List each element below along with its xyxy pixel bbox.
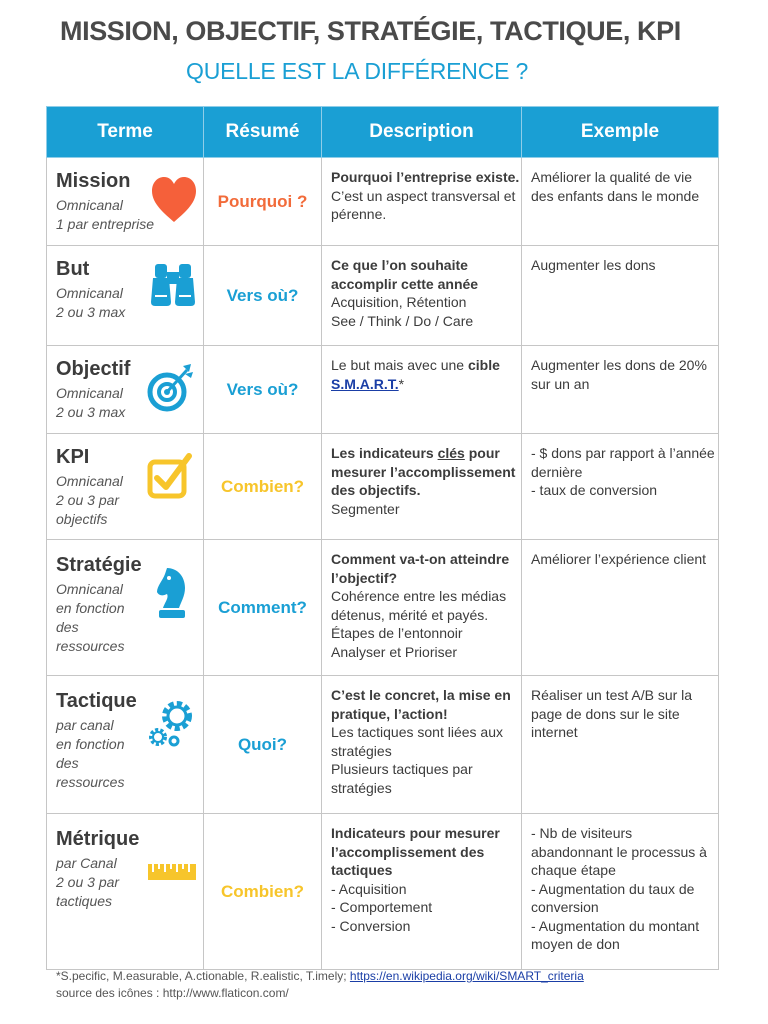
term-sub-line: 2 ou 3 par bbox=[56, 874, 120, 890]
resume-cell bbox=[204, 246, 322, 346]
example-line: - Nb de visiteurs bbox=[531, 825, 633, 841]
term-sub bbox=[56, 384, 152, 422]
description-line: See / Think / Do / Care bbox=[331, 312, 474, 329]
term-sub-line: ressources bbox=[56, 774, 125, 790]
icon-source-credit: source des icônes : http://www.flaticon.com/ bbox=[56, 986, 289, 1000]
example-line: internet bbox=[531, 724, 578, 740]
term-sub-line: des bbox=[56, 755, 79, 771]
footnote-marker: * bbox=[398, 375, 405, 392]
example-line: Réaliser un test A/B sur la bbox=[531, 687, 693, 703]
description-text: Les indicateurs bbox=[331, 445, 438, 461]
resume-cell bbox=[204, 158, 322, 246]
table-row-metrique bbox=[47, 814, 719, 970]
term-sub-line: Omnicanal bbox=[56, 473, 123, 489]
example-line: Augmenter les dons bbox=[531, 257, 656, 273]
description-line: Analyser et Prioriser bbox=[331, 643, 458, 660]
description-text-underlined: clés bbox=[437, 445, 465, 461]
description-line: Segmenter bbox=[331, 500, 400, 517]
ruler-icon bbox=[147, 860, 197, 882]
description-line bbox=[331, 444, 513, 463]
term-name: Objectif bbox=[56, 358, 131, 380]
resume-label: Vers où? bbox=[226, 379, 299, 399]
description-line: - Conversion bbox=[331, 917, 411, 934]
example-line: - taux de conversion bbox=[531, 482, 658, 498]
column-header-exemple: Exemple bbox=[522, 107, 719, 158]
table-row-mission bbox=[47, 158, 719, 246]
description-line: l’accomplissement des bbox=[331, 843, 485, 860]
example-line: page de dons sur le site bbox=[531, 705, 680, 722]
term-sub-line: des bbox=[56, 619, 79, 635]
example-line: des enfants dans le monde bbox=[531, 187, 700, 204]
term-name: Stratégie bbox=[56, 554, 142, 576]
term-cell bbox=[47, 814, 204, 970]
term-sub-line: par canal bbox=[56, 717, 114, 733]
description-line: - Comportement bbox=[331, 899, 433, 915]
description-line: Acquisition, Rétention bbox=[331, 294, 467, 310]
term-name: Tactique bbox=[56, 690, 137, 712]
table-row-strategie bbox=[47, 540, 719, 676]
description-line: l’objectif? bbox=[331, 569, 398, 586]
resume-label: Vers où? bbox=[226, 285, 299, 305]
example-cell bbox=[522, 158, 719, 246]
resume-cell bbox=[204, 540, 322, 676]
footer bbox=[56, 968, 584, 1002]
example-line: Augmenter les dons de 20% bbox=[531, 357, 707, 373]
target-icon bbox=[147, 362, 195, 412]
example-line: Améliorer l’expérience client bbox=[531, 551, 707, 567]
description-cell bbox=[322, 346, 522, 434]
description-cell bbox=[322, 246, 522, 346]
example-cell bbox=[522, 246, 719, 346]
example-cell bbox=[522, 346, 719, 434]
heart-icon bbox=[151, 176, 197, 224]
term-sub-line: 2 ou 3 max bbox=[56, 304, 126, 320]
smart-link[interactable]: S.M.A.R.T. bbox=[331, 375, 399, 392]
description-line: Comment va-t-on atteindre bbox=[331, 551, 510, 567]
term-sub-line: 2 ou 3 max bbox=[56, 404, 126, 420]
description-line: pérenne. bbox=[331, 206, 387, 222]
description-line: C’est un aspect transversal et bbox=[331, 187, 516, 204]
example-line: conversion bbox=[531, 899, 599, 915]
resume-cell bbox=[204, 676, 322, 814]
table-row-but bbox=[47, 246, 719, 346]
description-text-bold: cible bbox=[467, 357, 500, 373]
term-name: Mission bbox=[56, 170, 131, 192]
term-sub-line: 1 par entreprise bbox=[56, 216, 155, 232]
term-sub-line: par Canal bbox=[56, 855, 117, 871]
example-cell bbox=[522, 434, 719, 540]
example-cell bbox=[522, 814, 719, 970]
resume-label: Combien? bbox=[220, 881, 305, 901]
term-sub-line: Omnicanal bbox=[56, 385, 123, 401]
term-sub bbox=[56, 716, 152, 792]
resume-cell bbox=[204, 814, 322, 970]
description-line: Indicateurs pour mesurer bbox=[331, 825, 500, 841]
term-sub bbox=[56, 854, 152, 911]
term-sub-line: ressources bbox=[56, 638, 125, 654]
description-line: mesurer l’accomplissement bbox=[331, 463, 516, 480]
description-line: Ce que l’on souhaite bbox=[331, 257, 468, 273]
description-line: détenus, mérité et payés. bbox=[331, 606, 489, 623]
term-sub bbox=[56, 284, 152, 322]
resume-label: Pourquoi ? bbox=[217, 191, 308, 211]
term-cell bbox=[47, 158, 204, 246]
description-cell bbox=[322, 158, 522, 246]
description-line: Étapes de l’entonnoir bbox=[331, 625, 463, 641]
term-sub-line: Omnicanal bbox=[56, 581, 123, 597]
term-sub-line: 2 ou 3 par bbox=[56, 492, 120, 508]
example-line: - Augmentation du taux de bbox=[531, 880, 695, 897]
description-line: Cohérence entre les médias bbox=[331, 588, 507, 604]
description-line: - Acquisition bbox=[331, 880, 407, 897]
term-sub-line: en fonction bbox=[56, 736, 125, 752]
gears-icon bbox=[147, 696, 197, 752]
term-sub bbox=[56, 196, 155, 234]
description-line: pratique, l’action! bbox=[331, 705, 448, 722]
resume-label: Quoi? bbox=[237, 734, 288, 754]
example-line: moyen de don bbox=[531, 936, 620, 952]
term-sub bbox=[56, 472, 152, 529]
example-line: - Augmentation du montant bbox=[531, 917, 700, 934]
resume-cell bbox=[204, 434, 322, 540]
description-line: stratégies bbox=[331, 779, 392, 796]
term-cell bbox=[47, 434, 204, 540]
resume-label: Comment? bbox=[218, 597, 307, 617]
description-text: pour bbox=[464, 445, 500, 461]
resume-label: Combien? bbox=[220, 476, 305, 496]
term-cell bbox=[47, 540, 204, 676]
page-subtitle: QUELLE EST LA DIFFÉRENCE ? bbox=[186, 58, 529, 84]
table-row-tactique bbox=[47, 676, 719, 814]
example-line: Améliorer la qualité de vie bbox=[531, 169, 693, 185]
example-line: sur un an bbox=[531, 375, 590, 392]
term-cell bbox=[47, 346, 204, 434]
description-line: Les tactiques sont liées aux bbox=[331, 724, 503, 740]
description-text: Le but mais avec une bbox=[331, 357, 468, 373]
term-name: KPI bbox=[56, 446, 90, 468]
example-line: abandonnant le processus à bbox=[531, 843, 707, 860]
footnote-text: *S.pecific, M.easurable, A.ctionable, R.ealistic, T.imely; bbox=[56, 969, 350, 983]
column-header-description: Description bbox=[322, 107, 522, 158]
resume-cell bbox=[204, 346, 322, 434]
description-line: stratégies bbox=[331, 742, 392, 759]
description-line bbox=[331, 356, 513, 375]
term-sub-line: Omnicanal bbox=[56, 197, 123, 213]
page-title: MISSION, OBJECTIF, STRATÉGIE, TACTIQUE, KPI bbox=[60, 16, 681, 46]
example-cell bbox=[522, 540, 719, 676]
example-line: dernière bbox=[531, 463, 583, 480]
footnote-line bbox=[56, 968, 584, 985]
term-sub-line: tactiques bbox=[56, 893, 113, 909]
term-cell bbox=[47, 246, 204, 346]
description-line: accomplir cette année bbox=[331, 275, 479, 292]
chess-knight-icon bbox=[155, 566, 189, 620]
term-name: Métrique bbox=[56, 828, 140, 850]
term-name: But bbox=[56, 258, 90, 280]
description-line: tactiques bbox=[331, 862, 393, 878]
description-line: des objectifs. bbox=[331, 482, 421, 498]
binoculars-icon bbox=[149, 262, 197, 308]
term-sub-line: en fonction bbox=[56, 600, 125, 616]
description-line: Plusieurs tactiques par bbox=[331, 761, 473, 777]
term-sub bbox=[56, 580, 152, 656]
term-sub-line: objectifs bbox=[56, 511, 108, 527]
checkbox-icon bbox=[147, 452, 193, 502]
example-line: chaque étape bbox=[531, 862, 616, 878]
term-cell bbox=[47, 676, 204, 814]
example-cell bbox=[522, 676, 719, 814]
comparison-table bbox=[46, 106, 719, 970]
description-cell bbox=[322, 814, 522, 970]
column-header-terme: Terme bbox=[47, 107, 204, 158]
example-line: - $ dons par rapport à l’année bbox=[531, 445, 715, 461]
smart-criteria-link[interactable]: https://en.wikipedia.org/wiki/SMART_criteria bbox=[349, 969, 584, 983]
description-line: C’est le concret, la mise en bbox=[331, 687, 511, 703]
description-cell bbox=[322, 434, 522, 540]
description-cell bbox=[322, 676, 522, 814]
table-header-row bbox=[47, 107, 719, 158]
term-sub-line: Omnicanal bbox=[56, 285, 123, 301]
table-row-objectif bbox=[47, 346, 719, 434]
description-cell bbox=[322, 540, 522, 676]
description-line: Pourquoi l’entreprise existe. bbox=[331, 169, 520, 185]
table-row-kpi bbox=[47, 434, 719, 540]
column-header-resume: Résumé bbox=[204, 107, 322, 158]
description-line bbox=[331, 375, 513, 394]
